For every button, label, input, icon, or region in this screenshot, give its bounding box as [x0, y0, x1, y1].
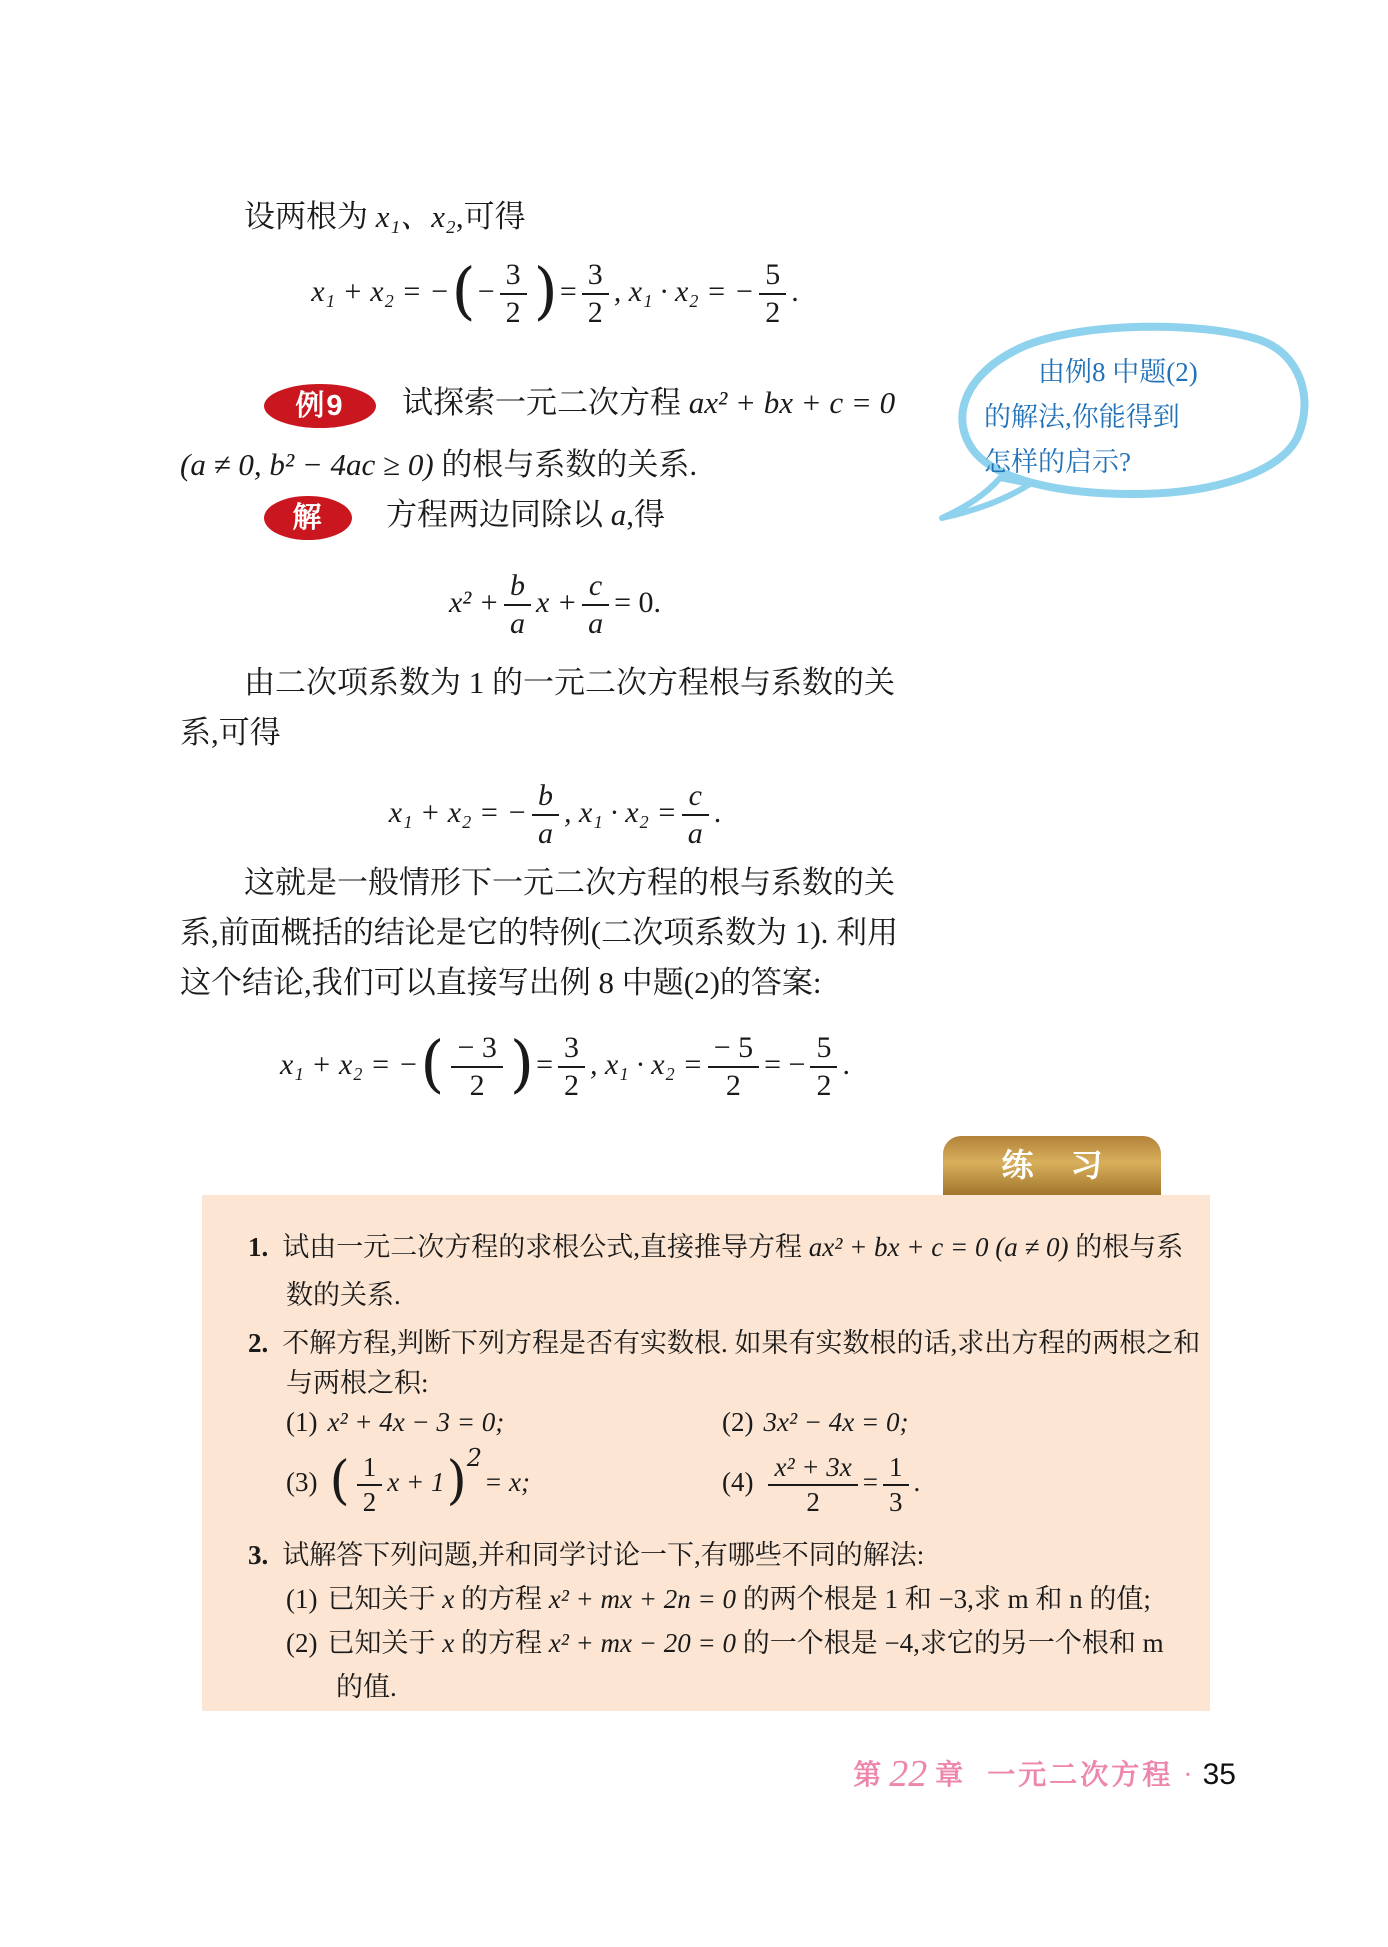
eq4-end: .	[842, 1048, 850, 1081]
example9-condition-math: (a ≠ 0, b² − 4ac ≥ 0)	[180, 447, 434, 482]
fraction: $\frac{- 3}{2}$	[451, 1030, 502, 1104]
left-paren: (	[451, 254, 476, 328]
equation-divided-by-a	[160, 548, 950, 658]
example9-line2	[180, 446, 1000, 485]
equation-general-relation	[160, 758, 950, 868]
eq3-t2: , x₁ · x₂ =	[564, 796, 677, 829]
fraction: $\frac{1}{3}$	[883, 1451, 909, 1518]
sub4-label: (4)	[722, 1467, 754, 1497]
example9-line1	[180, 384, 1000, 428]
exercise-2-text: 不解方程,判断下列方程是否有实数根. 如果有实数根的话,求出方程的两根之和	[282, 1328, 1201, 1358]
chapter-number: 22	[889, 1753, 928, 1795]
exercise-1-text: 试由一元二次方程的求根公式,直接推导方程	[282, 1232, 802, 1262]
intro-paragraph	[180, 198, 1000, 237]
left-paren: (	[420, 1027, 445, 1101]
bubble-line2: 的解法,你能得到	[984, 402, 1180, 432]
fraction: $\frac{b}{a}$	[504, 568, 531, 642]
paragraph-b-line1: 这就是一般情形下一元二次方程的根与系数的关	[244, 865, 895, 900]
exercise-2-number: 2.	[248, 1328, 269, 1358]
paragraph-b-line2: 系,前面概括的结论是它的特例(二次项系数为 1). 利用	[180, 915, 899, 950]
right-paren: )	[509, 1027, 535, 1101]
eq4-mid: , x₁ · x₂ =	[589, 1048, 703, 1081]
exercise-3-number: 3.	[248, 1540, 269, 1570]
exercise-2-line1	[248, 1321, 1200, 1360]
sub3-mid: x + 1	[387, 1467, 445, 1497]
right-paren: )	[533, 254, 558, 328]
sub2-equation: 3x² − 4x = 0;	[763, 1407, 909, 1437]
paragraph-a-line1: 由二次项系数为 1 的一元二次方程根与系数的关	[244, 665, 895, 700]
fraction: $\frac{5}{2}$	[759, 257, 786, 331]
intro-math: x₁、x₂	[368, 199, 456, 234]
fraction: $\frac{c}{a}$	[682, 778, 709, 852]
eq4-eq: =	[536, 1048, 553, 1081]
chapter-title: 一元二次方程	[987, 1760, 1174, 1791]
fraction: $\frac{- 5}{2}$	[708, 1030, 759, 1104]
exercise-2-line2: 与两根之积:	[286, 1368, 429, 1398]
intro-text-post: ,可得	[455, 199, 526, 234]
solution-line	[180, 496, 1000, 540]
page-number: 35	[1202, 1758, 1236, 1791]
exercise-2-sub3	[286, 1439, 530, 1525]
eq1-neg: −	[477, 275, 495, 308]
fraction: $\frac{\text{x² + 3x}}{2}$	[768, 1451, 857, 1518]
exercise-2-sub2	[722, 1407, 908, 1438]
paragraph-a-line2: 系,可得	[180, 715, 281, 750]
equation-example8-answer	[160, 242, 950, 342]
chapter-suffix: 章	[935, 1760, 964, 1791]
exercise-3-sub1: (1) 已知关于 x 的方程 x² + mx + 2n = 0 的两个根是 1 和 −3,求 m 和 n 的值;	[286, 1584, 1151, 1614]
exercise-2-sub1	[286, 1407, 504, 1438]
eq1-mid: , x₁ · x₂ = −	[613, 275, 755, 308]
sub3-exponent: 2	[466, 1444, 483, 1473]
eq1-lhs: x₁ + x₂ = −	[311, 275, 450, 308]
paragraph-b-line3: 这个结论,我们可以直接写出例 8 中题(2)的答案:	[180, 965, 822, 1000]
equation-direct-answer	[160, 1010, 970, 1120]
fraction: $\frac{3}{2}$	[582, 257, 609, 331]
fraction: $\frac{c}{a}$	[582, 568, 609, 642]
exercise-2-sub4	[722, 1439, 920, 1525]
fraction: $\frac{3}{2}$	[558, 1030, 585, 1104]
fraction: $\frac{5}{2}$	[810, 1030, 837, 1104]
chapter-prefix: 第	[853, 1760, 882, 1791]
bubble-line1: 由例8 中题(2)	[1038, 357, 1198, 387]
fraction: $\frac{b}{a}$	[532, 778, 559, 852]
practice-box	[202, 1195, 1210, 1711]
right-paren-sup: )$^2$	[446, 1444, 483, 1512]
sub2-label: (2)	[286, 1628, 318, 1658]
intro-text-pre: 设两根为	[244, 199, 368, 234]
eq2-t1: x² +	[448, 586, 500, 619]
eq3-end: .	[713, 796, 722, 829]
footer-dot: ·	[1183, 1760, 1193, 1791]
sub1-label: (1)	[286, 1584, 318, 1614]
solution-text-pre: 方程两边同除以	[386, 497, 603, 533]
exercise-1-number: 1.	[248, 1232, 269, 1262]
sub1-equation: x² + 4x − 3 = 0;	[327, 1407, 505, 1437]
page-footer	[180, 1750, 1236, 1794]
solution-text-post: ,得	[626, 497, 665, 533]
sub4-equals: =	[862, 1467, 879, 1497]
exercise-1-text2: 的根与系	[1075, 1232, 1184, 1262]
exercise-1-math: ax² + bx + c = 0 (a ≠ 0)	[802, 1232, 1076, 1262]
eq4-lhs: x₁ + x₂ = −	[280, 1048, 419, 1081]
example9-title-math: ax² + bx + c = 0	[681, 385, 896, 421]
solution-math: a	[603, 497, 627, 533]
eq1-end: .	[791, 275, 799, 308]
eq1-equals: =	[559, 275, 577, 308]
exercise-1-line1	[248, 1225, 1183, 1264]
exercise-3-sub2-line1: (2) 已知关于 x 的方程 x² + mx − 20 = 0 的一个根是 −4,求它的另一个根和 m	[286, 1628, 1164, 1658]
eq2-t2: x +	[536, 586, 578, 619]
sub2-label: (2)	[722, 1407, 754, 1437]
speech-bubble	[938, 310, 1330, 522]
sub4-end: .	[913, 1467, 921, 1497]
solution-badge: 解	[264, 496, 352, 540]
example9-title: 试探索一元二次方程	[402, 385, 681, 421]
fraction: $\frac{3}{2}$	[500, 257, 527, 331]
bubble-line3: 怎样的启示?	[984, 447, 1131, 477]
exercise-3-text: 试解答下列问题,并和同学讨论一下,有哪些不同的解法:	[282, 1540, 925, 1570]
fraction: $\frac{1}{2}$	[357, 1451, 383, 1518]
exercise-1-line2: 数的关系.	[286, 1280, 401, 1310]
exercise-3-sub2-line2: 的值.	[336, 1672, 397, 1702]
sub1-label: (1)	[286, 1407, 318, 1437]
exercise-3-line1	[248, 1533, 924, 1572]
eq2-t3: = 0.	[614, 586, 662, 619]
eq3-t1: x₁ + x₂ = −	[388, 796, 527, 829]
eq4-eq2: = −	[764, 1048, 806, 1081]
left-paren: (	[329, 1451, 350, 1512]
example9-badge: 例9	[264, 384, 376, 428]
practice-tab: 练 习	[943, 1136, 1161, 1195]
sub3-label: (3)	[286, 1467, 318, 1497]
sub3-rest: = x;	[484, 1467, 531, 1497]
example9-condition-text: 的根与系数的关系.	[433, 447, 698, 482]
